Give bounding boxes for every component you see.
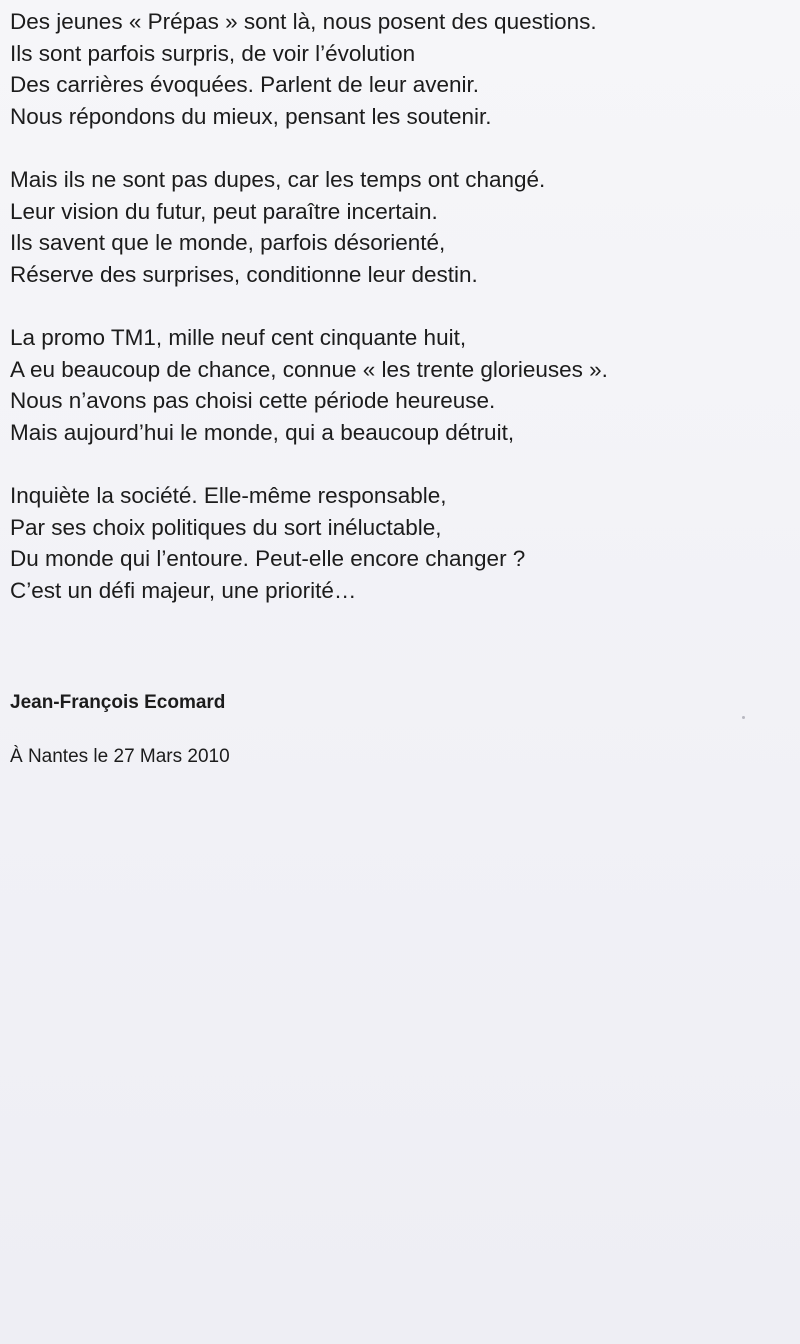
stanza-2 (10, 164, 800, 290)
poem-line: Nous répondons du mieux, pensant les soutenir. (10, 103, 492, 129)
author-name: Jean-François Ecomard (10, 692, 226, 713)
poem (10, 6, 800, 638)
poem-line: C’est un défi majeur, une priorité… (10, 577, 357, 603)
poem-line: Réserve des surprises, conditionne leur destin. (10, 261, 478, 287)
scan-speck (742, 716, 745, 719)
poem-line: Leur vision du futur, peut paraître incertain. (10, 198, 438, 224)
poem-line: Des jeunes « Prépas » sont là, nous posent des questions. (10, 9, 597, 34)
poem-line: Du monde qui l’entoure. Peut-elle encore changer ? (10, 546, 526, 571)
stanza-1 (10, 6, 800, 132)
place-date: À Nantes le 27 Mars 2010 (10, 746, 230, 767)
stanza-4 (10, 480, 800, 606)
poem-line: Ils savent que le monde, parfois désorienté, (10, 230, 446, 255)
poem-line: A eu beaucoup de chance, connue « les trente glorieuses ». (10, 356, 608, 382)
poem-line: Par ses choix politiques du sort inéluctable, (10, 514, 442, 540)
poem-line: Ils sont parfois surpris, de voir l’évolution (10, 40, 416, 66)
poem-line: Mais aujourd’hui le monde, qui a beaucoup détruit, (10, 419, 515, 445)
stanza-3 (10, 322, 800, 448)
poem-line: Nous n’avons pas choisi cette période heureuse. (10, 388, 496, 413)
poem-line: Des carrières évoquées. Parlent de leur avenir. (10, 72, 479, 97)
poem-line: Mais ils ne sont pas dupes, car les temps ont changé. (10, 167, 546, 192)
poem-line: Inquiète la société. Elle-même responsable, (10, 483, 447, 508)
poem-line: La promo TM1, mille neuf cent cinquante huit, (10, 325, 467, 350)
